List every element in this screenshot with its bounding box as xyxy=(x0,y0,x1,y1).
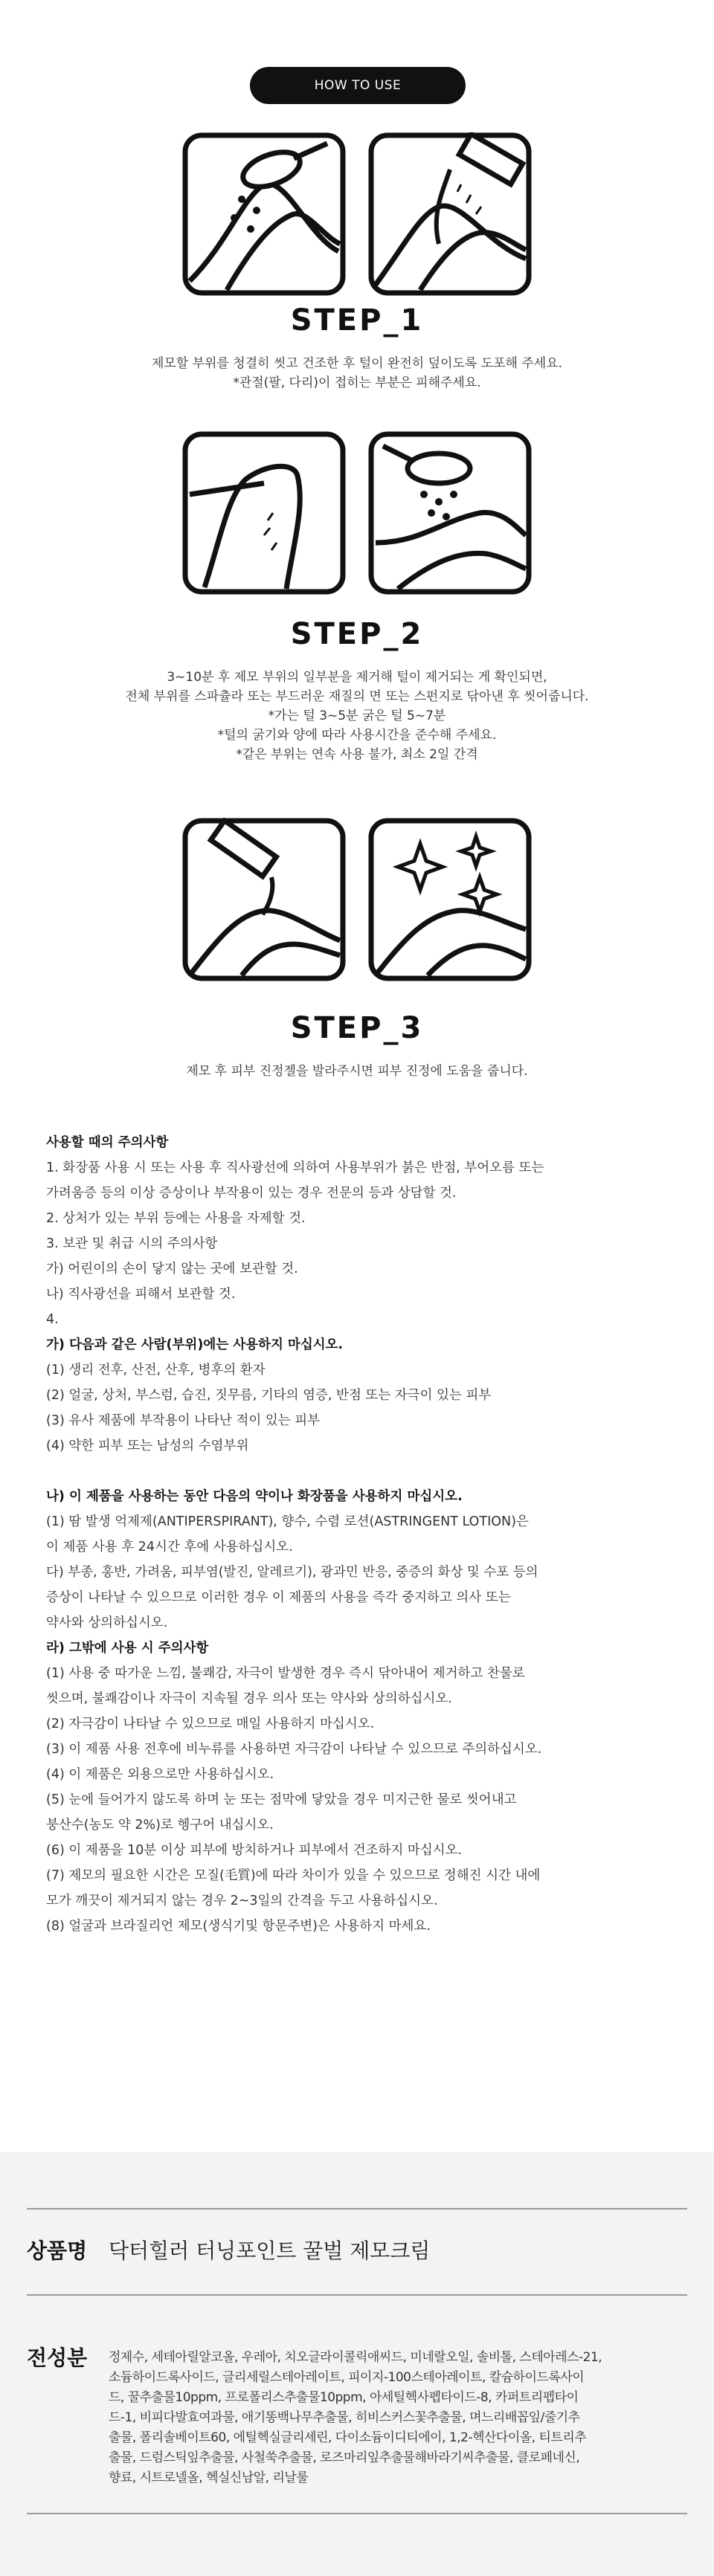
step3-desc-line: 제모 후 피부 진정젤을 발라주시면 피부 진정에 도움을 줍니다. xyxy=(186,1064,528,1079)
notice-line: 1. 화장품 사용 시 또는 사용 후 직사광선에 의하여 사용부위가 붉은 반점, 부어오름 또는 xyxy=(46,1161,544,1175)
notice-line: (3) 이 제품 사용 전후에 비누류를 사용하면 자극감이 나타날 수 있으므로 주의하십시오. xyxy=(46,1742,542,1757)
ingredients-line: 향료, 시트로넬올, 헥실신남알, 리날룰 xyxy=(109,2470,309,2485)
notice-line: (4) 약한 피부 또는 남성의 수염부위 xyxy=(46,1439,249,1453)
ingredients-line: 출물, 폴리솔베이트60, 에틸헥실글리세린, 다이소듐이디티에이, 1,2-헥산다이올, 티트리추 xyxy=(109,2430,587,2445)
step3-title: STEP_3 xyxy=(290,1011,424,1045)
ingredients-list xyxy=(109,2348,689,2488)
step2-panel-spatula xyxy=(182,431,346,595)
notice-heading: 사용할 때의 주의사항 xyxy=(46,1135,169,1150)
usage-precautions xyxy=(46,1130,686,1939)
step3-desc xyxy=(0,1062,714,1081)
notice-line: 가려움증 등의 이상 증상이나 부작용이 있는 경우 전문의 등과 상담할 것. xyxy=(46,1186,457,1201)
ingredients-line: 출물, 드럼스틱잎추출물, 사철쑥추출물, 로즈마리잎추출물해바라기씨추출물, 클로페네신, xyxy=(109,2450,580,2465)
ingredients-line: 드, 꿀추출물10ppm, 프로폴리스추출물10ppm, 아세틸헥사펩타이드-8, 카퍼트리펩타이 xyxy=(109,2390,579,2405)
notice-line: (4) 이 제품은 외용으로만 사용하십시오. xyxy=(46,1767,274,1782)
step2-desc-line: *털의 굵기와 양에 따라 사용시간을 준수해 주세요. xyxy=(217,728,497,743)
shower-icon xyxy=(182,132,346,296)
divider xyxy=(27,2294,687,2296)
notice-line: (2) 얼굴, 상처, 부스럼, 습진, 짓무름, 기타의 염증, 반점 또는 자극이 있는 피부 xyxy=(46,1388,492,1403)
sparkle-icon xyxy=(368,818,532,981)
step1-panel-shower xyxy=(182,132,346,296)
notice-line: 나) 직사광선을 피해서 보관할 것. xyxy=(46,1287,236,1302)
shower-rinse-icon xyxy=(368,431,532,595)
notice-line: 이 제품 사용 후 24시간 후에 사용하십시오. xyxy=(46,1540,293,1555)
notice-heading: 나) 이 제품을 사용하는 동안 다음의 약이나 화장품을 사용하지 마십시오. xyxy=(46,1489,463,1504)
notice-line: (3) 유사 제품에 부작용이 나타난 적이 있는 피부 xyxy=(46,1413,321,1428)
product-name-value: 닥터힐러 터닝포인트 꿀벌 제모크림 xyxy=(109,2238,431,2263)
notice-line: (1) 땀 발생 억제제(ANTIPERSPIRANT), 향수, 수렴 로션(ASTRINGENT LOTION)은 xyxy=(46,1514,529,1529)
step2-desc-line: 3~10분 후 제모 부위의 일부분을 제거해 털이 제거되는 게 확인되면, xyxy=(167,670,547,685)
step2-desc xyxy=(0,668,714,764)
ingredients-line: 드-1, 비피다발효여과물, 애기똥백나무추출물, 히비스커스꽃추출물, 며느리배꼽잎/줄기추 xyxy=(109,2410,580,2425)
step1-panel-tube xyxy=(368,132,532,296)
step3-panel-sparkle xyxy=(368,818,532,981)
step2-title: STEP_2 xyxy=(290,617,424,651)
notice-line: 2. 상처가 있는 부위 등에는 사용을 자제할 것. xyxy=(46,1211,306,1226)
notice-line: 붕산수(농도 약 2%)로 헹구어 내십시오. xyxy=(46,1818,274,1833)
notice-line: (6) 이 제품을 10분 이상 피부에 방치하거나 피부에서 건조하지 마십시오. xyxy=(46,1843,463,1858)
how-to-use-pill: HOW TO USE xyxy=(250,67,466,104)
notice-line: (5) 눈에 들어가지 않도록 하며 눈 또는 점막에 닿았을 경우 미지근한 물로 씻어내고 xyxy=(46,1792,517,1807)
notice-line: (7) 제모의 필요한 시간은 모질(毛質)에 따라 차이가 있을 수 있으므로 정해진 시간 내에 xyxy=(46,1868,541,1883)
notice-line: 증상이 나타날 수 있으므로 이러한 경우 이 제품의 사용을 즉각 중지하고 의사 또는 xyxy=(46,1590,511,1605)
notice-line: (1) 사용 중 따가운 느낌, 불쾌감, 자극이 발생한 경우 즉시 닦아내어 제거하고 찬물로 xyxy=(46,1666,525,1681)
step2-panel-rinse xyxy=(368,431,532,595)
ingredients-label: 전성분 xyxy=(27,2346,88,2370)
step1-desc xyxy=(0,354,714,393)
notice-line: 3. 보관 및 취급 시의 주의사항 xyxy=(46,1236,218,1251)
step2-desc-line: *같은 부위는 연속 사용 불가, 최소 2일 간격 xyxy=(236,747,478,762)
step1-desc-line: *관절(팔, 다리)이 접히는 부분은 피해주세요. xyxy=(233,375,481,390)
divider xyxy=(27,2513,687,2514)
notice-line xyxy=(46,1459,686,1484)
notice-line: 가) 어린이의 손이 닿지 않는 곳에 보관할 것. xyxy=(46,1262,298,1276)
notice-heading: 라) 그밖에 사용 시 주의사항 xyxy=(46,1641,209,1656)
notice-line: 씻으며, 불쾌감이나 자극이 지속될 경우 의사 또는 약사와 상의하십시오. xyxy=(46,1691,452,1706)
divider xyxy=(27,2208,687,2209)
notice-heading: 가) 다음과 같은 사람(부위)에는 사용하지 마십시오. xyxy=(46,1337,344,1352)
step1-title: STEP_1 xyxy=(290,303,424,338)
notice-line: (1) 생리 전후, 산전, 산후, 병후의 환자 xyxy=(46,1363,266,1378)
ingredients-line: 정제수, 세테아릴알코올, 우레아, 치오글라이콜릭애씨드, 미네랄오일, 솔비톨, 스테아레스-21, xyxy=(109,2350,602,2365)
spatula-icon xyxy=(182,431,346,595)
step1-desc-line: 제모할 부위를 청결히 씻고 건조한 후 털이 완전히 덮이도록 도포해 주세요. xyxy=(151,356,563,371)
notice-line: 다) 부종, 홍반, 가려움, 피부염(발진, 알레르기), 광과민 반응, 중증의 화상 및 수포 등의 xyxy=(46,1565,538,1580)
step2-desc-line: 전체 부위를 스파츌라 또는 부드러운 재질의 면 또는 스펀지로 닦아낸 후 씻어줍니다. xyxy=(125,689,589,704)
notice-line: 모가 깨끗이 제거되지 않는 경우 2~3일의 간격을 두고 사용하십시오. xyxy=(46,1894,438,1908)
notice-line: 약사와 상의하십시오. xyxy=(46,1615,168,1630)
product-name-label: 상품명 xyxy=(27,2238,88,2263)
step2-desc-line: *가는 털 3~5분 굵은 털 5~7분 xyxy=(268,708,446,723)
notice-line: (8) 얼굴과 브라질리언 제모(생식기및 항문주변)은 사용하지 마세요. xyxy=(46,1919,431,1934)
step3-panel-gel xyxy=(182,818,346,981)
ingredients-line: 소듐하이드록사이드, 글리세릴스테아레이트, 피이지-100스테아레이트, 칼슘하이드록사이 xyxy=(109,2370,585,2385)
gel-apply-icon xyxy=(182,818,346,981)
notice-line: 4. xyxy=(46,1312,59,1327)
notice-line: (2) 자극감이 나타날 수 있으므로 매일 사용하지 마십시오. xyxy=(46,1717,375,1731)
tube-apply-icon xyxy=(368,132,532,296)
